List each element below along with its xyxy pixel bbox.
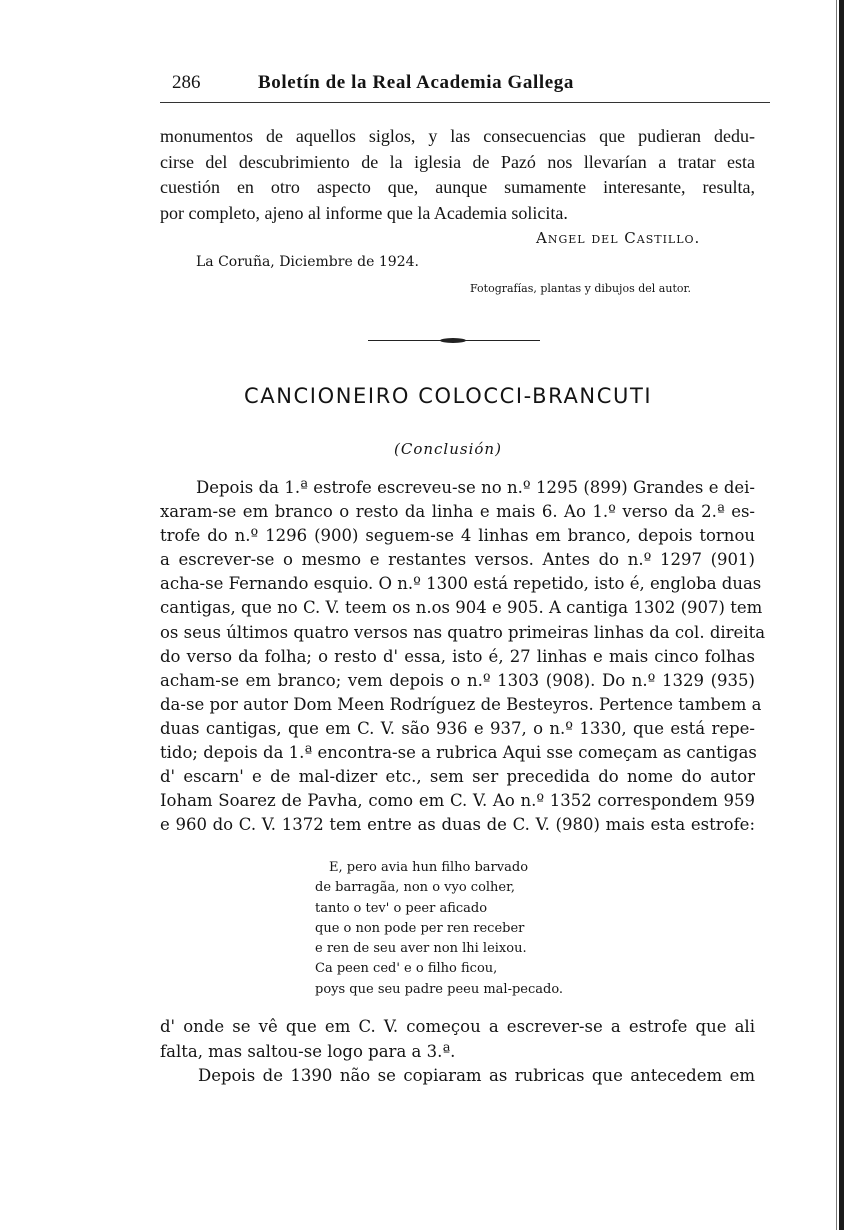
closing-paragraph (160, 1015, 755, 1089)
intro-paragraph (160, 124, 755, 226)
text-line: trofe do n.º 1296 (900) seguem-se 4 linhas em branco, depois tornou (160, 526, 755, 546)
text-line: d' escarn' e de mal-dizer etc., sem ser precedida do nome do autor (160, 767, 755, 787)
main-paragraph (160, 476, 766, 837)
text-line: Depois da 1.ª estrofe escreveu-se no n.º 1295 (899) Grandes e dei- (196, 478, 755, 497)
verse-line: E, pero avia hun filho barvado (329, 860, 529, 875)
quoted-stanza (315, 858, 563, 1000)
text-line: d' onde se vê que em C. V. começou a escrever-se a estrofe que ali (160, 1017, 755, 1036)
text-line: acha-se Fernando esquio. O n.º 1300 está repetido, isto é, engloba duas (160, 574, 762, 594)
text-line: falta, mas saltou-se logo para a 3.ª. (160, 1041, 456, 1061)
text-line: acham-se em branco; vem depois o n.º 1303 (908). Do n.º 1329 (935) (160, 670, 755, 690)
photo-credit-note: Fotografías, plantas y dibujos del autor. (470, 282, 692, 295)
text-line: duas cantigas, que em C. V. são 936 e 937, o n.º 1330, que está repe- (160, 718, 755, 738)
intro-line: cirse del descubrimiento de la iglesia de Pazó nos llevarían a tratar esta (160, 151, 755, 172)
text-line: do verso da folha; o resto d' essa, isto é, 27 linhas e mais cinco folhas (160, 646, 755, 666)
header-rule (160, 102, 770, 103)
verse-line: Ca peen ced' e o filho ficou, (315, 961, 498, 977)
section-subtitle: (Conclusión) (394, 440, 502, 458)
verse-line: e ren de seu aver non lhi leixou. (315, 941, 527, 957)
section-title: CANCIONEIRO COLOCCI-BRANCUTI (244, 384, 653, 408)
verse-line: de barragãa, non o vyo colher, (315, 880, 516, 896)
author-signature: Angel del Castillo. (536, 229, 701, 247)
text-line: xaram-se em branco o resto da linha e mais 6. Ao 1.º verso da 2.ª es- (160, 502, 755, 522)
dateline: La Coruña, Diciembre de 1924. (196, 254, 419, 270)
text-line: da-se por autor Dom Meen Rodríguez de Besteyros. Pertence tambem a (160, 694, 762, 714)
text-line: a escrever-se o mesmo e restantes versos. Antes do n.º 1297 (901) (160, 550, 755, 570)
intro-line: monumentos de aquellos siglos, y las consecuencias que pudieran dedu- (160, 126, 755, 146)
page-edge-line (836, 0, 837, 1230)
running-title: Boletín de la Real Academia Gallega (258, 72, 575, 93)
page-number: 286 (172, 72, 201, 93)
verse-line: tanto o tev' o peer aficado (315, 900, 488, 916)
text-line: Depois de 1390 não se copiaram as rubricas que antecedem em (198, 1066, 755, 1085)
page-edge-shadow (839, 0, 844, 1230)
section-divider (368, 339, 540, 343)
text-line: os seus últimos quatro versos nas quatro primeiras linhas da col. direita (160, 622, 766, 642)
verse-line: poys que seu padre peeu mal-pecado. (315, 981, 564, 997)
text-line: cantigas, que no C. V. teem os n.os 904 e 905. A cantiga 1302 (907) tem (160, 598, 763, 618)
intro-line: cuestión en otro aspecto que, aunque sumamente interesante, resulta, (160, 177, 755, 197)
intro-line: por completo, ajeno al informe que la Academia solicita. (160, 202, 568, 223)
divider-ornament (440, 338, 466, 343)
text-line: e 960 do C. V. 1372 tem entre as duas de C. V. (980) mais esta estrofe: (160, 815, 755, 835)
text-line: Ioham Soarez de Pavha, como em C. V. Ao n.º 1352 correspondem 959 (160, 791, 755, 811)
verse-line: que o non pode per ren receber (315, 920, 525, 936)
text-line: tido; depois da 1.ª encontra-se a rubrica Aqui sse começam as cantigas (160, 743, 757, 763)
